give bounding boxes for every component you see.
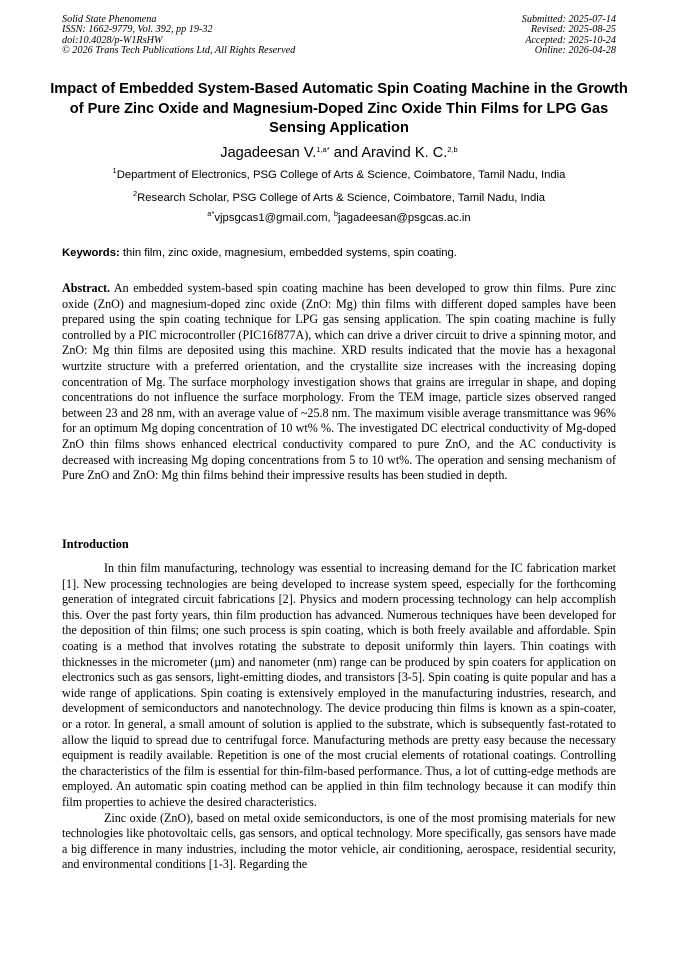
affiliation-2-text: Research Scholar, PSG College of Arts & Science, Coimbatore, Tamil Nadu, India	[137, 192, 546, 204]
author-1-affiliation: 1,a*	[316, 145, 330, 154]
keywords-label: Keywords:	[62, 247, 120, 259]
author-conjunction: and	[329, 145, 362, 161]
introduction-heading: Introduction	[62, 537, 129, 551]
author-2: Aravind K. C.	[361, 145, 448, 161]
email-1: vjpsgcas1@gmail.com,	[214, 212, 334, 224]
author-2-affiliation: 2,b	[447, 145, 458, 154]
affiliation-2-marker: 2	[132, 189, 138, 198]
journal-info	[62, 15, 295, 57]
email-2: jagadeesan@psgcas.ac.in	[338, 212, 471, 224]
affiliation-1-text: Department of Electronics, PSG College of Arts & Science, Coimbatore, Tamil Nadu, India	[116, 169, 566, 181]
submitted-date: Submitted: 2025-07-14	[521, 14, 616, 25]
online-date: Online: 2026-04-28	[534, 45, 616, 57]
email-2-marker: b	[333, 209, 339, 218]
issn-line: ISSN: 1662-9779, Vol. 392, pp 19-32	[62, 24, 213, 36]
introduction-body	[62, 561, 616, 873]
email-line	[0, 211, 678, 225]
keywords-text: thin film, zinc oxide, magnesium, embedded systems, spin coating.	[119, 247, 457, 259]
email-1-marker: a*	[207, 209, 215, 218]
abstract	[62, 281, 616, 484]
revised-date: Revised: 2025-08-25	[530, 24, 616, 36]
keywords	[62, 246, 622, 260]
accepted-date: Accepted: 2025-10-24	[525, 34, 616, 46]
author-1: Jagadeesan V.	[220, 145, 317, 161]
paper-title: Impact of Embedded System-Based Automatic Spin Coating Machine in the Growth of Pure Zinc Oxide and Magnesium-Doped Zinc Oxide Thin Films for LPG Gas Sensing Application	[50, 81, 628, 136]
abstract-label: Abstract.	[62, 281, 111, 295]
journal-name: Solid State Phenomena	[62, 14, 157, 25]
affiliation-2	[0, 191, 678, 205]
abstract-text: An embedded system-based spin coating machine has been developed to grow thin films. Pure zinc oxide (ZnO) and magnesium-doped zinc oxide (ZnO: Mg) thin films with different doped samples have been prepared using the spin coating technique for LPG gas sensing application. The spin coating machine is fully controlled by a PIC microcontroller (PIC16f877A), which can drive a driver circuit to drive a spinning motor, and ZnO: Mg thin films are deposited using this machine. XRD results indicated that the movie has a hexagonal wurtzite structure with a preferred orientation, and the crystallite size increases with the increasing doping concentration of Mg. The surface morphology investigation shows that grains are irregular in shape, and doping concentrations do not influence the surface morphology. From the TEM image, particle sizes observed ranged between 23 and 28 nm, with an average value of ~25.8 nm. The maximum visible average transmittance was 96% for an optimum Mg doping concentration of 10 wt% %. The investigated DC electrical conductivity of Mg-doped ZnO thin films shows enhanced electrical conductivity compared to pure ZnO, and the AC conductivity is decreased with increasing Mg doping concentrations from 5 to 10 wt%. The operation and sensing mechanism of Pure ZnO and ZnO: Mg thin films behind their impressive results has been studied in depth.	[62, 281, 616, 483]
copyright-line: © 2026 Trans Tech Publications Ltd, All Rights Reserved	[62, 45, 296, 57]
doi-line: doi:10.4028/p-W1RsHW	[62, 34, 163, 46]
affiliation-1-marker: 1	[112, 166, 117, 175]
introduction-paragraph-2: Zinc oxide (ZnO), based on metal oxide semiconductors, is one of the most promising materials for new technologies like photovoltaic cells, gas sensors, and optical technology. More specifically, gas sensors have made a big difference in many industries, including the motor vehicle, air conditioning, aerospace, residential security, and environmental conditions [1-3]. Regarding the	[62, 810, 616, 872]
publication-dates	[522, 15, 616, 57]
introduction-paragraph-1: In thin film manufacturing, technology was essential to increasing demand for the IC fabrication market [1]. New processing technologies are being developed to increase system speed, especially for the forthcoming generation of integrated circuit fabrications [2]. Physics and modern processing technology can help accomplish this. Over the past forty years, thin film production has advanced. Numerous techniques have been developed for the deposition of thin films; one such process is spin coating, which is both freely available and affordable. Spin coating is a method that involves rotating the substrate to deposit uniformly thin layers. Thin coatings with thicknesses in the micrometer (µm) and nanometer (nm) range can be produced by spin coaters for application on electronics such as gas sensors, light-emitting diodes, and transistors [3-5]. Spin coating is quite popular and has a wide range of applications. Spin coating is extensively employed in the manufacturing industries, research, and development of semiconductors and nanotechnology. The device producing thin films is known as a spin-coater, or a rotor. In general, a small amount of solution is applied to the substrate, which is subsequently fast-rotated to allow the liquid to spread due to centrifugal force. Manufacturing methods are pretty easy because the necessary equipment is readily available. Repetition is one of the most crucial elements of rotational coatings. Controlling the characteristics of the film is essential for thin-film-based performance. Thus, a lot of cutting-edge methods are employed. An automatic spin coating method can be applied in thin film technology because it can modify thin film properties to achieve the desired characteristics.	[62, 561, 616, 809]
author-line	[0, 143, 678, 163]
affiliation-1	[0, 168, 678, 182]
